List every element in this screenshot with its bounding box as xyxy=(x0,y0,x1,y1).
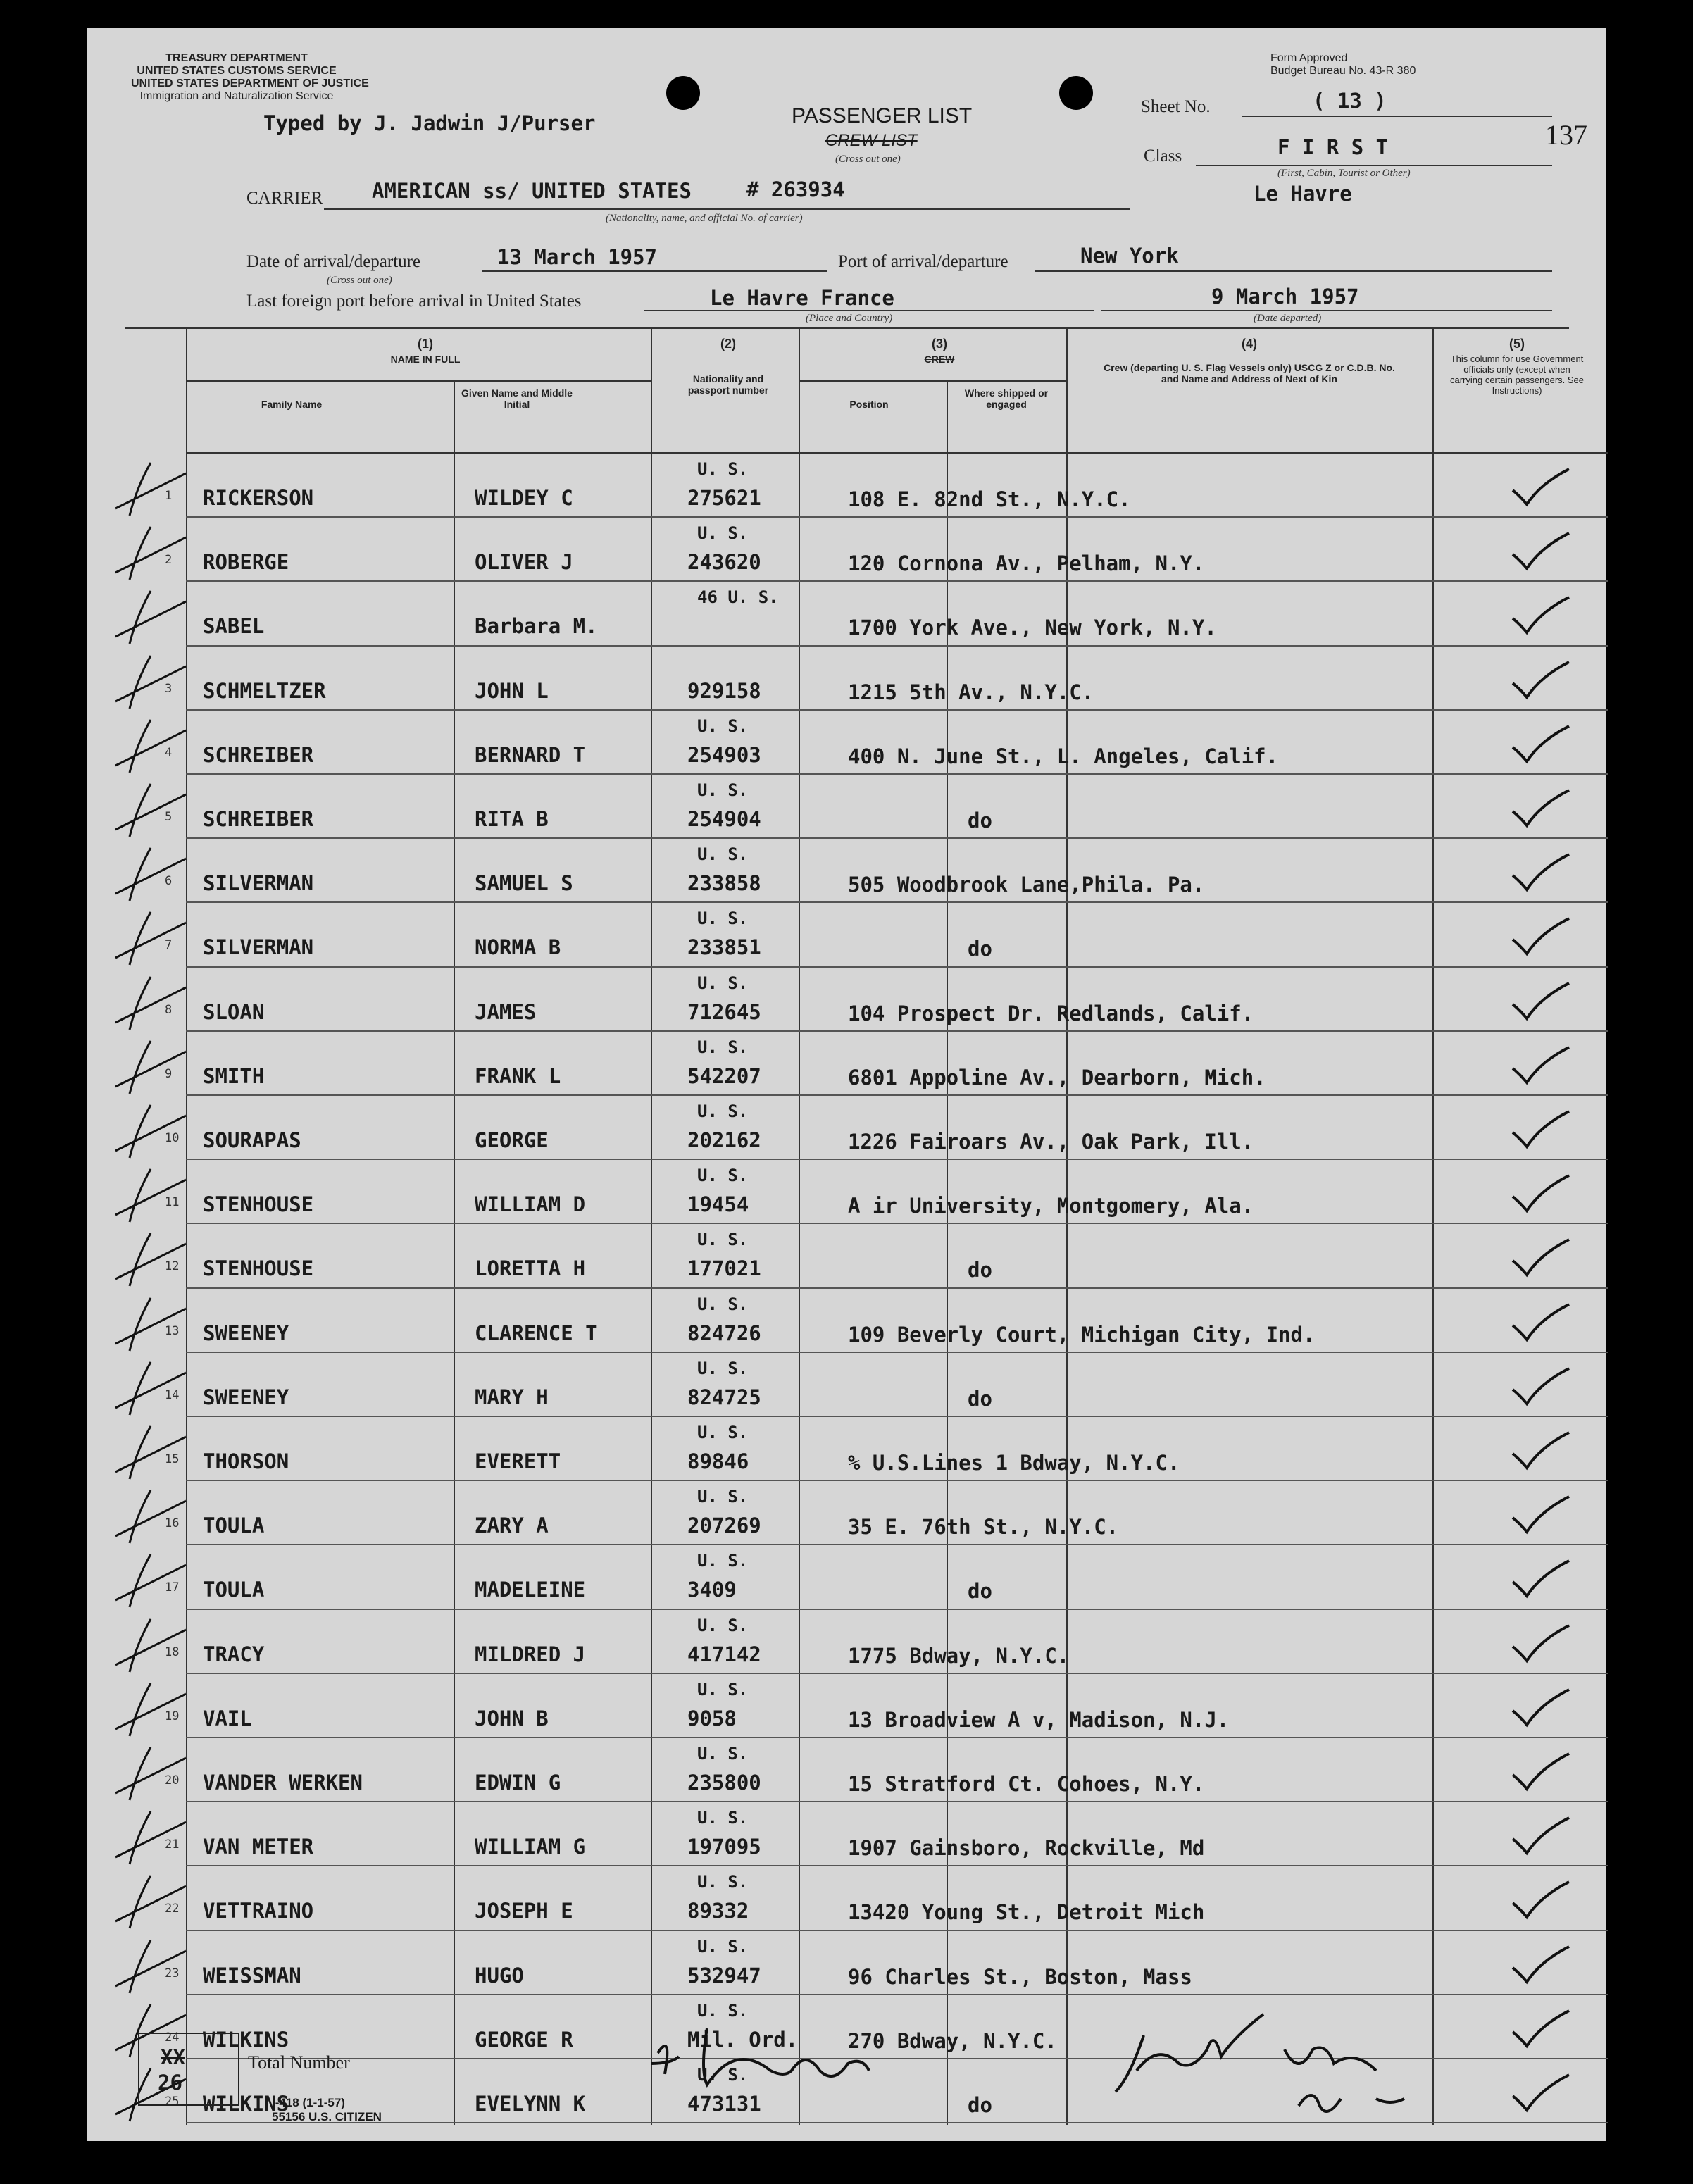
row-number: 2 xyxy=(165,553,173,568)
given-name-header: Given Name and Middle Initial xyxy=(461,387,573,410)
next-of-kin-address: 109 Beverly Court, Michigan City, Ind. xyxy=(848,1322,1316,1347)
given-name: JOHN L xyxy=(475,678,549,703)
row-number: 24 xyxy=(165,2030,180,2045)
col2-number: (2) xyxy=(720,337,736,351)
given-name: EVERETT xyxy=(475,1449,561,1473)
nationality: U. S. xyxy=(697,1872,749,1892)
next-of-kin-address: A ir University, Montgomery, Ala. xyxy=(848,1194,1254,1218)
given-name: MARY H xyxy=(475,1385,549,1409)
passport-number: 275621 xyxy=(687,486,761,510)
col3-number: (3) xyxy=(932,337,947,351)
next-of-kin-address: do xyxy=(968,1386,992,1411)
next-of-kin-address: do xyxy=(968,937,992,961)
col4-number: (4) xyxy=(1242,337,1257,351)
passport-number: 19454 xyxy=(687,1192,749,1217)
nationality: U. S. xyxy=(697,1744,749,1764)
passport-number: 473131 xyxy=(687,2092,761,2116)
next-of-kin-address: 96 Charles St., Boston, Mass xyxy=(848,1964,1192,1989)
total-number: 26 xyxy=(158,2071,182,2095)
passport-number: 254903 xyxy=(687,742,761,767)
next-of-kin-address: do xyxy=(968,1258,992,1283)
last-port-label: Last foreign port before arrival in United States xyxy=(246,292,582,311)
next-of-kin-address: 6801 Appoline Av., Dearborn, Mich. xyxy=(848,1065,1266,1090)
class-label: Class xyxy=(1144,146,1182,166)
next-of-kin-address: 13 Broadview A v, Madison, N.J. xyxy=(848,1707,1230,1732)
passport-number: Mil. Ord. xyxy=(687,2027,799,2052)
passport-number: 3409 xyxy=(687,1578,737,1602)
nationality: U. S. xyxy=(697,2000,749,2021)
carrier-label: CARRIER xyxy=(246,189,323,208)
arrival-port: New York xyxy=(1080,244,1179,268)
family-name: VAN METER xyxy=(203,1835,314,1859)
next-of-kin-header: Crew (departing U. S. Flag Vessels only) USCG Z or C.D.B. No. and Name and Address of Next of Kin xyxy=(1104,362,1395,385)
form-code: I-418 (1-1-57) xyxy=(272,2096,345,2109)
family-name: WILKINS xyxy=(203,2092,289,2116)
family-name: RICKERSON xyxy=(203,486,314,510)
carrier-number: # 263934 xyxy=(746,177,845,201)
row-number: 8 xyxy=(165,1002,173,1017)
next-of-kin-address: do xyxy=(968,1579,992,1604)
nationality: U. S. xyxy=(697,1358,749,1378)
family-name-header: Family Name xyxy=(261,399,323,410)
nationality: U. S. xyxy=(697,523,749,544)
row-number: 16 xyxy=(165,1516,180,1531)
given-name: LORETTA H xyxy=(475,1256,586,1281)
family-name: STENHOUSE xyxy=(203,1256,314,1281)
next-of-kin-address: do xyxy=(968,809,992,832)
row-number: 20 xyxy=(165,1773,180,1787)
row-number: 11 xyxy=(165,1195,180,1210)
nationality: U. S. xyxy=(697,909,749,929)
given-name: MADELEINE xyxy=(475,1578,586,1602)
given-name: Barbara M. xyxy=(475,614,598,639)
agency-line: TREASURY DEPARTMENT xyxy=(165,52,308,64)
total-struck: XX xyxy=(161,2045,185,2069)
nationality: U. S. xyxy=(697,1423,749,1442)
next-of-kin-address: 1226 Fairoars Av., Oak Park, Ill. xyxy=(848,1130,1254,1154)
col5-number: (5) xyxy=(1509,337,1525,351)
passport-number: 532947 xyxy=(687,1963,761,1988)
row-number: 14 xyxy=(165,1387,180,1402)
given-name: WILLIAM G xyxy=(475,1835,586,1859)
class-caption: (First, Cabin, Tourist or Other) xyxy=(1277,168,1411,179)
passport-number: 254904 xyxy=(687,807,761,831)
sheet-label: Sheet No. xyxy=(1141,97,1211,116)
nationality: U. S. xyxy=(697,1487,749,1507)
row-number: 17 xyxy=(165,1580,180,1595)
given-name: GEORGE xyxy=(475,1128,549,1152)
crew-list-struck: CREW LIST xyxy=(825,131,918,150)
given-name: NORMA B xyxy=(475,935,561,960)
given-name: GEORGE R xyxy=(475,2027,573,2052)
nationality: 46 U. S. xyxy=(697,587,779,608)
nationality: U. S. xyxy=(697,844,749,865)
family-name: SABEL xyxy=(203,614,265,639)
last-port-value: Le Havre France xyxy=(710,286,894,310)
nationality: U. S. xyxy=(697,716,749,736)
row-number: 22 xyxy=(165,1902,180,1916)
next-of-kin-address: do xyxy=(968,2093,992,2117)
given-name: HUGO xyxy=(475,1963,524,1988)
given-name: RITA B xyxy=(475,807,549,831)
passport-number: 9058 xyxy=(687,1706,737,1730)
nationality: U. S. xyxy=(697,1808,749,1828)
passport-number: 207269 xyxy=(687,1514,761,1538)
next-of-kin-address: 1215 5th Av., N.Y.C. xyxy=(848,680,1094,704)
passport-number: 233858 xyxy=(687,871,761,896)
form-approved-line: Form Approved xyxy=(1270,52,1348,64)
row-number: 9 xyxy=(165,1066,173,1081)
next-of-kin-address: 505 Woodbrook Lane,Phila. Pa. xyxy=(848,873,1205,897)
row-number: 19 xyxy=(165,1709,180,1723)
family-name: SCHMELTZER xyxy=(203,678,326,703)
agency-line: UNITED STATES CUSTOMS SERVICE xyxy=(137,65,337,77)
col1-title: NAME IN FULL xyxy=(390,354,461,365)
given-name: FRANK L xyxy=(475,1063,561,1088)
passport-number: 89332 xyxy=(687,1899,749,1923)
row-number: 5 xyxy=(165,810,173,824)
given-name: EVELYNN K xyxy=(475,2092,586,2116)
family-name: VETTRAINO xyxy=(203,1899,314,1923)
next-of-kin-address: 1775 Bdway, N.Y.C. xyxy=(848,1643,1070,1668)
family-name: SLOAN xyxy=(203,999,265,1024)
given-name: JAMES xyxy=(475,999,537,1024)
row-number: 10 xyxy=(165,1131,180,1145)
last-port-caption: (Place and Country) xyxy=(806,313,893,324)
next-of-kin-address: 1907 Gainsboro, Rockville, Md xyxy=(848,1836,1205,1861)
passport-number: 712645 xyxy=(687,999,761,1024)
passport-number: 929158 xyxy=(687,678,761,703)
next-of-kin-address: 270 Bdway, N.Y.C. xyxy=(848,2028,1057,2053)
next-of-kin-address: 15 Stratford Ct. Cohoes, N.Y. xyxy=(848,1772,1205,1796)
next-of-kin-address: 108 E. 82nd St., N.Y.C. xyxy=(848,487,1131,511)
nationality: U. S. xyxy=(697,973,749,993)
nationality: U. S. xyxy=(697,2065,749,2085)
nationality: U. S. xyxy=(697,1166,749,1186)
next-of-kin-address: 120 Cornona Av., Pelham, N.Y. xyxy=(848,551,1205,576)
nationality: U. S. xyxy=(697,780,749,800)
family-name: WILKINS xyxy=(203,2027,289,2052)
nationality-header: Nationality and passport number xyxy=(687,373,769,396)
given-name: EDWIN G xyxy=(475,1771,561,1795)
form-title: PASSENGER LIST xyxy=(792,104,973,127)
family-name: STENHOUSE xyxy=(203,1192,314,1217)
handwritten-signature-marks xyxy=(87,28,1606,2141)
class-value: F I R S T xyxy=(1277,135,1389,159)
departed-caption: (Date departed) xyxy=(1254,313,1322,324)
row-number: 4 xyxy=(165,745,173,760)
row-number: 21 xyxy=(165,1837,180,1852)
officials-header: This column for use Government officials only (except when carrying certain passengers. See Instructions) xyxy=(1449,354,1585,396)
nationality: U. S. xyxy=(697,1037,749,1057)
family-name: VANDER WERKEN xyxy=(203,1771,363,1795)
passport-number: 824726 xyxy=(687,1321,761,1345)
next-of-kin-address: % U.S.Lines 1 Bdway, N.Y.C. xyxy=(848,1451,1180,1475)
given-name: WILDEY C xyxy=(475,486,573,510)
nationality: U. S. xyxy=(697,1679,749,1699)
nationality: U. S. xyxy=(697,1615,749,1635)
next-of-kin-address: 400 N. June St., L. Angeles, Calif. xyxy=(848,744,1279,768)
carrier-value: AMERICAN ss/ UNITED STATES xyxy=(372,179,692,203)
agency-line: UNITED STATES DEPARTMENT OF JUSTICE xyxy=(131,77,369,89)
given-name: OLIVER J xyxy=(475,550,573,575)
row-number: 18 xyxy=(165,1645,180,1659)
family-name: SWEENEY xyxy=(203,1321,289,1345)
given-name: JOHN B xyxy=(475,1706,549,1730)
family-name: SOURAPAS xyxy=(203,1128,301,1152)
given-name: WILLIAM D xyxy=(475,1192,586,1217)
nationality: U. S. xyxy=(697,1936,749,1957)
passport-number: 417142 xyxy=(687,1642,761,1666)
nationality: U. S. xyxy=(697,1551,749,1571)
port-label: Port of arrival/departure xyxy=(838,252,1008,271)
agency-line: Immigration and Naturalization Service xyxy=(139,90,334,102)
row-number: 12 xyxy=(165,1259,180,1274)
family-name: SWEENEY xyxy=(203,1385,289,1409)
row-number: 6 xyxy=(165,874,173,889)
passport-number: 177021 xyxy=(687,1256,761,1281)
family-name: TRACY xyxy=(203,1642,265,1666)
passport-number: 89846 xyxy=(687,1449,749,1473)
given-name: JOSEPH E xyxy=(475,1899,573,1923)
next-of-kin-address: 1700 York Ave., New York, N.Y. xyxy=(848,616,1217,640)
row-number: 7 xyxy=(165,938,173,953)
date-label: Date of arrival/departure xyxy=(246,252,421,271)
given-name: BERNARD T xyxy=(475,742,586,767)
total-label: Total Number xyxy=(248,2052,350,2073)
nationality: U. S. xyxy=(697,1230,749,1250)
family-name: TOULA xyxy=(203,1578,265,1602)
family-name: WEISSMAN xyxy=(203,1963,301,1988)
passport-number: 202162 xyxy=(687,1128,761,1152)
passport-number: 235800 xyxy=(687,1771,761,1795)
given-name: SAMUEL S xyxy=(475,871,573,896)
family-name: TOULA xyxy=(203,1514,265,1538)
document-page xyxy=(87,28,1606,2141)
title-cross-out-caption: (Cross out one) xyxy=(835,154,901,165)
family-name: SCHREIBER xyxy=(203,742,314,767)
position-header: Position xyxy=(849,399,889,410)
departed-date: 9 March 1957 xyxy=(1211,285,1359,308)
row-number: 3 xyxy=(165,681,173,696)
passport-number: 197095 xyxy=(687,1835,761,1859)
nationality: U. S. xyxy=(697,1102,749,1121)
row-number: 25 xyxy=(165,2095,180,2109)
passport-number: 824725 xyxy=(687,1385,761,1409)
date-cross-out-caption: (Cross out one) xyxy=(327,275,392,286)
next-of-kin-address: 35 E. 76th St., N.Y.C. xyxy=(848,1515,1119,1540)
next-of-kin-address: 13420 Young St., Detroit Mich xyxy=(848,1900,1205,1925)
row-number: 15 xyxy=(165,1452,180,1466)
nationality: U. S. xyxy=(697,1294,749,1314)
class-port: Le Havre xyxy=(1254,182,1352,206)
row-number: 23 xyxy=(165,1966,180,1980)
col1-number: (1) xyxy=(418,337,433,351)
given-name: CLARENCE T xyxy=(475,1321,598,1345)
budget-bureau-line: Budget Bureau No. 43-R 380 xyxy=(1270,65,1416,77)
given-name: ZARY A xyxy=(475,1514,549,1538)
family-name: VAIL xyxy=(203,1706,252,1730)
page-number: 137 xyxy=(1545,119,1587,151)
family-name: SMITH xyxy=(203,1063,265,1088)
family-name: SCHREIBER xyxy=(203,807,314,831)
row-number: 13 xyxy=(165,1323,180,1338)
shipped-header: Where shipped or engaged xyxy=(964,387,1049,410)
row-number: 1 xyxy=(165,489,173,503)
family-name: THORSON xyxy=(203,1449,289,1473)
given-name: MILDRED J xyxy=(475,1642,586,1666)
form-sub: 55156 U.S. CITIZEN xyxy=(272,2110,382,2123)
crew-header: CREW xyxy=(924,354,955,365)
family-name: ROBERGE xyxy=(203,550,289,575)
carrier-caption: (Nationality, name, and official No. of carrier) xyxy=(606,213,803,224)
passport-number: 542207 xyxy=(687,1063,761,1088)
nationality: U. S. xyxy=(697,459,749,479)
passport-number: 243620 xyxy=(687,550,761,575)
typed-by: Typed by J. Jadwin J/Purser xyxy=(263,111,596,135)
passport-number: 233851 xyxy=(687,935,761,960)
sheet-number: ( 13 ) xyxy=(1313,89,1387,113)
next-of-kin-address: 104 Prospect Dr. Redlands, Calif. xyxy=(848,1001,1254,1025)
family-name: SILVERMAN xyxy=(203,935,314,960)
family-name: SILVERMAN xyxy=(203,871,314,896)
arrival-date: 13 March 1957 xyxy=(497,245,657,269)
